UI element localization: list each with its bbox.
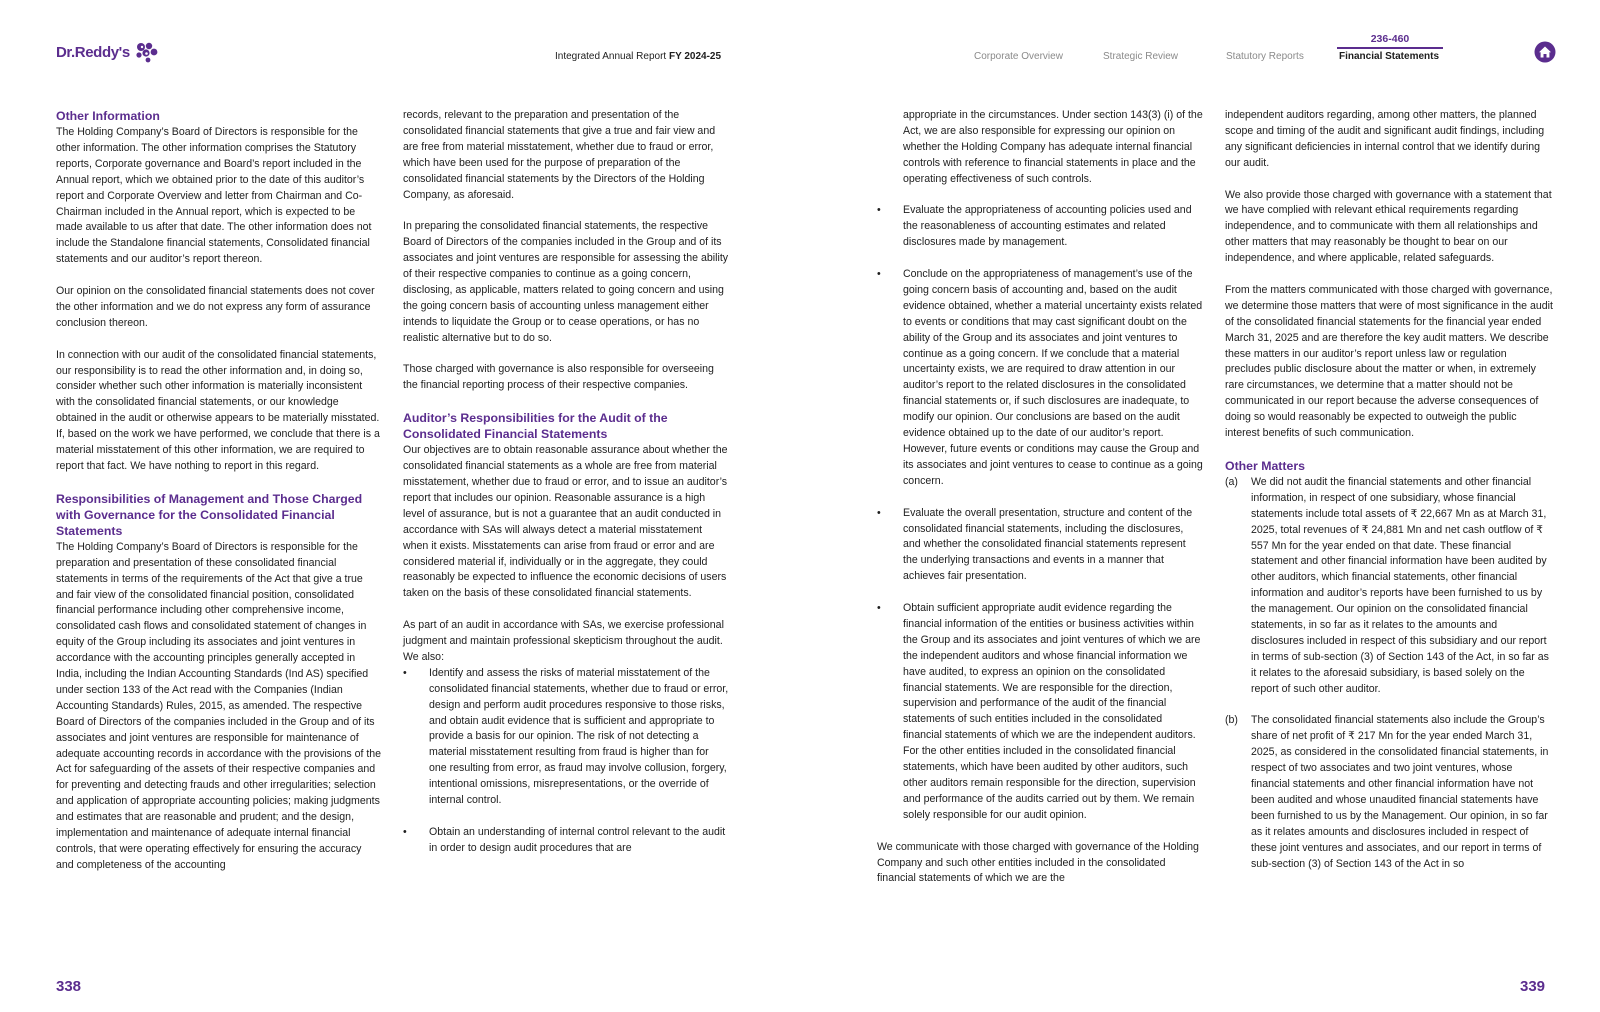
paragraph: independent auditors regarding, among other matters, the planned scope and timing of the audit and significant audit findings, including any significant deficiencies in internal control that we identify during our audit.: [1225, 109, 1545, 169]
paragraph: Our opinion on the consolidated financial statements does not cover the other information and we do not express any form of assurance conclusion thereon.: [56, 285, 375, 329]
home-icon: [1534, 41, 1556, 63]
bullet-item: [403, 666, 729, 809]
logo-mark-icon: [133, 41, 159, 63]
column-4: [1225, 108, 1553, 873]
bullet-marker: •: [403, 666, 407, 679]
bullet-item: [877, 267, 1203, 490]
bullet-marker: •: [877, 268, 881, 281]
bullet-text: Evaluate the appropriateness of accounting policies used and the reasonableness of accounting estimates and related disclosures made by management.: [903, 204, 1192, 249]
column-1: [56, 108, 382, 874]
paragraph: As part of an audit in accordance with SAs, we exercise professional judgment and maintain professional skepticism throughout the audit. We also:: [403, 619, 724, 663]
paragraph: In preparing the consolidated financial statements, the respective Board of Directors of the companies included in the Group and of its associates and joint ventures are responsible for assessing the ability of their respective companies to continue as a going concern, disclosing, as applicable, matters related to going concern and using the going concern basis of accounting unless management either intends to liquidate the Group or to cease operations, or has no realistic alternative but to do so.: [403, 220, 729, 344]
home-button[interactable]: [1534, 41, 1556, 68]
heading-other-information: Other Information: [56, 109, 160, 123]
column-2: [403, 108, 729, 857]
item-text: The consolidated financial statements also include the Group’s share of net profit of ₹ 217 Mn for the year ended March 31, 2025, as considered in the consolidated financial statements, in respect of two associates and two joint ventures, whose financial statements and other financial information have not been audited and whose unaudited financial statements have been furnished to us by the Management. Our opinion, in so far as it relates amounts and disclosures included in respect of these joint ventures and associates, and our report in terms of sub-section (3) of Section 143 of the Act in so: [1251, 714, 1549, 870]
brand-name: Dr.Reddy's: [56, 43, 130, 61]
bullet-marker: •: [877, 602, 881, 615]
item-label: (b): [1225, 714, 1238, 727]
bullet-item: [877, 506, 1203, 586]
page-range: 236-460: [1370, 33, 1410, 45]
heading-management-responsibilities: Responsibilities of Management and Those Charged with Governance for the Consolidated Financial Statements: [56, 491, 363, 538]
bullet-item: [877, 203, 1203, 251]
bullet-text: Obtain sufficient appropriate audit evidence regarding the financial information of the entities or business activities within the Group and its associates and joint ventures of which we are the independent auditors and whose financial information we have audited, to express an opinion on the consolidated financial statements. We are responsible for the direction, supervision and performance of the audit of the financial statements of such entities included in the consolidated financial statements of which we are the independent auditors. For the other entities included in the consolidated financial statements, which have been audited by other auditors, such other auditors remain responsible for the direction, supervision and performance of the audits carried out by them. We remain solely responsible for our audit opinion.: [903, 602, 1201, 821]
paragraph: The Holding Company’s Board of Directors is responsible for the preparation and presentation of these consolidated financial statements in terms of the requirements of the Act that give a true and fair view of the consolidated financial position, consolidated financial performance including other comprehensive income, consolidated cash flows and consolidated statement of changes in equity of the Group including its associates and joint ventures in accordance with the accounting principles generally accepted in India, including the Indian Accounting Standards (Ind AS) specified under section 133 of the Act read with the Companies (Indian Accounting Standards) Rules, 2015, as amended. The respective Board of Directors of the companies included in the Group and of its associates and joint ventures are responsible for maintenance of adequate accounting records in accordance with the provisions of the Act for safeguarding of the assets of their respective companies and for preventing and detecting frauds and other irregularities; selection and application of appropriate accounting policies; making judgments and estimates that are reasonable and prudent; and the design, implementation and maintenance of adequate internal financial controls, that were operating effectively for ensuring the accuracy and completeness of the accounting: [56, 540, 382, 871]
page-number-right: 339: [1520, 978, 1546, 995]
paragraph: We communicate with those charged with governance of the Holding Company and such other entities included in the consolidated financial statements of which we are the: [877, 840, 1199, 885]
nav-financial-statements[interactable]: Financial Statements: [1339, 51, 1440, 62]
paragraph: In connection with our audit of the consolidated financial statements, our responsibility is to read the other information and, in doing so, consider whether such other information is materially inconsistent with the consolidated financial statements, or our knowledge obtained in the audit or otherwise appears to be materially misstated. If, based on the work we have performed, we conclude that there is a material misstatement of this other information, we are required to report that fact. We have nothing to report in this regard.: [56, 348, 380, 472]
bullet-marker: •: [877, 204, 881, 217]
item-text: We did not audit the financial statements and other financial information, in respect of one subsidiary, whose financial statements include total assets of ₹ 22,667 Mn as at March 31, 2025, total revenues of ₹ 24,881 Mn and net cash outflow of ₹ 557 Mn for the year ended on that date. These financial statement and other financial information have been audited by other auditors, which financial statements, other financial information and auditor’s reports have been furnished to us by the management. Our opinion on the consolidated financial statements, in so far as it relates to the amounts and disclosures included in respect of this subsidiary and our report in terms of sub-section (3) of Section 143 of the Act, in so far as it relates to the aforesaid subsidiary, is based solely on the report of such other auditor.: [1251, 475, 1549, 695]
report-title: Integrated Annual Report FY 2024-25: [555, 51, 722, 62]
bullet-text: Conclude on the appropriateness of management’s use of the going concern basis of accounting and, based on the audit evidence obtained, whether a material uncertainty exists related to events or conditions that may cast significant doubt on the ability of the Group and its associates and joint ventures to continue as a going concern. If we conclude that a material uncertainty exists, we are required to draw attention in our auditor’s report to the related disclosures in the consolidated financial statements or, if such disclosures are inadequate, to modify our opinion. Our conclusions are based on the audit evidence obtained up to the date of our auditor’s report. However, future events or conditions may cause the Group and its associates and joint ventures to cease to continue as a going concern.: [903, 268, 1203, 487]
paragraph: From the matters communicated with those charged with governance, we determine those matters that were of most significance in the audit of the consolidated financial statements for the financial year ended March 31, 2025 and are therefore the key audit matters. We describe these matters in our auditor’s report unless law or regulation precludes public disclosure about the matter or when, in extremely rare circumstances, we determine that a matter should not be communicated in our report because the adverse consequences of doing so would reasonably be expected to outweigh the public interest benefits of such communication.: [1225, 283, 1553, 440]
paragraph: We also provide those charged with governance with a statement that we have complied with relevant ethical requirements regarding independence, and to communicate with them all relationships and other matters that may reasonably be thought to bear on our independence, and where applicable, related safeguards.: [1225, 188, 1552, 265]
numbered-item: [1225, 475, 1553, 698]
column-3: [877, 108, 1203, 887]
paragraph: Our objectives are to obtain reasonable assurance about whether the consolidated financial statements as a whole are free from material misstatement, whether due to fraud or error, and to issue an auditor’s report that includes our opinion. Reasonable assurance is a high level of assurance, but is not a guarantee that an audit conducted in accordance with SAs will always detect a material misstatement when it exists. Misstatements can arise from fraud or error and are considered material if, individually or in the aggregate, they could reasonably be expected to influence the economic decisions of users taken on the basis of these consolidated financial statements.: [403, 444, 728, 600]
paragraph: appropriate in the circumstances. Under section 143(3) (i) of the Act, we are also responsible for expressing our opinion on whether the Holding Company has adequate internal financial controls with reference to financial statements in place and the operating effectiveness of such controls.: [903, 109, 1203, 185]
heading-auditor-responsibilities: Auditor’s Responsibilities for the Audit of the Consolidated Financial Statements: [403, 411, 668, 442]
nav-statutory-reports[interactable]: Statutory Reports: [1226, 51, 1304, 62]
brand-logo[interactable]: [56, 41, 159, 63]
paragraph: Those charged with governance is also responsible for overseeing the financial reporting process of their respective companies.: [403, 363, 714, 392]
bullet-marker: •: [403, 825, 407, 838]
item-label: (a): [1225, 475, 1238, 488]
bullet-item: [877, 601, 1203, 824]
nav-strategic-review[interactable]: Strategic Review: [1103, 51, 1179, 62]
heading-other-matters: Other Matters: [1225, 458, 1305, 473]
page-number-left: 338: [56, 978, 82, 995]
bullet-marker: •: [877, 506, 881, 519]
bullet-text: Identify and assess the risks of material misstatement of the consolidated financial statements, whether due to fraud or error, design and perform audit procedures responsive to those risks, and obtain audit evidence that is sufficient and appropriate to provide a basis for our opinion. The risk of not detecting a material misstatement resulting from fraud is higher than for one resulting from error, as fraud may involve collusion, forgery, intentional omissions, misrepresentations, or the override of internal control.: [429, 666, 729, 807]
bullet-text: Obtain an understanding of internal control relevant to the audit in order to design audit procedures that are: [429, 825, 726, 854]
paragraph: The Holding Company’s Board of Directors is responsible for the other information. The other information comprises the Statutory reports, Corporate governance and Board’s report included in the Annual report, which we obtained prior to the date of this auditor’s report and Corporate Overview and letter from Chairman and Co-Chairman included in the Annual report, which is expected to be made available to us after that date. The other information does not include the Standalone financial statements, Consolidated financial statements and our auditor’s report thereon.: [56, 126, 372, 266]
active-nav-indicator: [1337, 47, 1443, 49]
nav-corporate-overview[interactable]: Corporate Overview: [974, 51, 1063, 62]
paragraph: records, relevant to the preparation and presentation of the consolidated financial statements that give a true and fair view and are free from material misstatement, whether due to fraud or error, which have been used for the purpose of preparation of the consolidated financial statements by the Directors of the Holding Company, as aforesaid.: [403, 109, 716, 201]
bullet-item: [403, 825, 729, 857]
numbered-item: [1225, 713, 1553, 872]
bullet-text: Evaluate the overall presentation, structure and content of the consolidated financial statements, including the disclosures, and whether the consolidated financial statements represent the underlying transactions and events in a manner that achieves fair presentation.: [903, 506, 1193, 583]
